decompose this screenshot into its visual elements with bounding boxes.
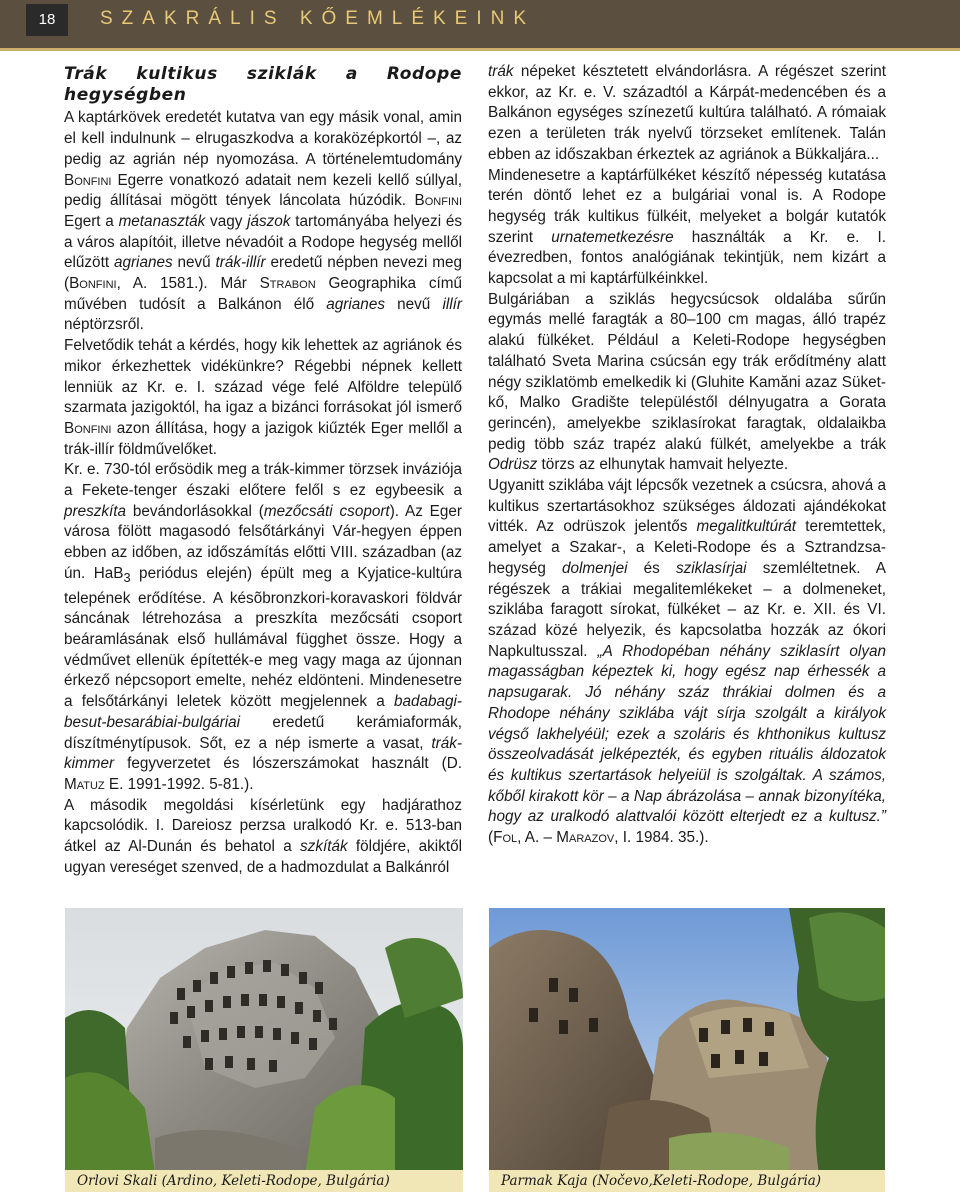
article-heading: Trák kultikus sziklák a Rodope hegységben (64, 64, 462, 105)
photo-parmak-kaja (489, 908, 885, 1174)
photo-orlovi-skali (65, 908, 463, 1174)
paragraph: Ugyanitt sziklába vájt lépcsők vezetnek a csúcsra, ahová a kultikus szertartásokhoz szükséges áldozati ajándékokat vitték. Az odrüszok jelentős megalitkultúrát teremtettek, amelyet a Szakar-, a Keleti-Rodope és a Sztrandzsa-hegység dolmenjei és sziklasírjai szemléltetnek. A régészek a trákiai megalitemlékeket – a dolmeneket, sziklába faragott sírokat, fülkéket – az Kr. e. XII. és VI. század közé helyezik, és kapcsolatba hozzák az ókori Napkultusszal. „A Rhodopéban néhány sziklasírt olyan magasságban képeztek ki, hogy egész nap érhessék a napsugarak. Jó néhány száz thrákiai dolmen és a Rhodope néhány sziklába vájt sírja szolgált a királyok végső lakhelyéül; ezek a szoláris és khthonikus kultusz összeolvadását jelképezték, és egyben rituális áldozatok és kultikus szertartások helyeiül is szolgáltak. A számos, kőből kirakott kör – a Nap ábrázolása – annak bizonyítéka, hogy az uralkodó alattvalói között elterjedt ez a kultusz.” (Fol, A. – Marazov, I. 1984. 35.). (488, 477, 886, 847)
page-header (0, 0, 960, 48)
left-column (64, 64, 462, 878)
paragraph: Mindenesetre a kaptárfülkéket készítő népesség kutatása terén döntő lehet ez a bulgáriai vonal is. A Rodope hegység trák kultikus fülkéit, melyeket a bolgár kutatók szerint urnatemetkezésre használták a Kr. e. I. évezredben, fontos analógiának tekintjük, nem kizárt a kapcsolat a mi kaptárfülkéinkkel. (488, 166, 886, 288)
paragraph: A második megoldási kísérletünk egy hadjárathoz kapcsolódik. I. Dareiosz perzsa uralkodó Kr. e. 513-ban átkel az Al-Dunán és behatol a szkíták földjére, akiktől ugyan vereséget szenved, de a hadmozdulat a Balkánról (64, 796, 462, 876)
photo-caption-left: Orlovi Skali (Ardino, Keleti-Rodope, Bulgária) (65, 1170, 463, 1192)
left-column-body (64, 108, 462, 878)
header-rule (0, 48, 960, 51)
paragraph: Kr. e. 730-tól erősödik meg a trák-kimmer törzsek inváziója a Fekete-tenger északi előtere felől s ez egybeesik a preszkíta bevándorlásokkal (mezőcsáti csoport). Az Eger városa fölött magasodó felsőtárkányi Vár-hegyen éppen ebben az időben, az időszámítás előtti VIII. században (az ún. HaB$_3$ periódus elején) épült meg a Kyjatice-kultúra telepének erődítése. A késõbronzkori-koravaskori földvár sáncának létrehozása a preszkíta mezőcsáti csoport beáramlásának első hullámával függhet össze. Hogy a védművet ellenük építették-e meg vagy maga az újonnan érkező népcsoport emelte, nehéz eldönteni. Mindenesetre a felsőtárkányi leletek között megjelennek a badabagi-besut-besarábiai-bulgáriai eredetű kerámiaformák, díszítménytípusok. Sőt, ez a nép ismerte a vasat, trák-kimmer fegyverzetet és lószerszámokat használt (D. Matuz E. 1991-1992. 5-81.). (64, 461, 462, 793)
right-column-body (488, 62, 886, 849)
paragraph: trák népeket késztetett elvándorlásra. A régészet szerint ekkor, az Kr. e. V. századtól a Kárpát-medencében és a Balkánon egységes színezetű kultúra található. A rómaiak ezen a területen trák nyelvű törzseket említenek. Talán ebben az időszakban érkeztek az agriánok a Bükkaljára... (488, 63, 886, 163)
section-title: SZAKRÁLIS KŐEMLÉKEINK (100, 8, 536, 29)
page-number: 18 (26, 4, 68, 36)
paragraph: Bulgáriában a sziklás hegycsúcsok oldalába sűrűn egymás mellé faragták a 80–100 cm magas, álló trapéz alakú fülkéket. Például a Keleti-Rodope hegységben található Sveta Marina csúcsán egy trák erődítmény alatt négy sziklatömb emelkedik ki (Gluhite Kamăni azaz Süket-kő, Malko Gradište településtől délnyugatra a Gorata gerincén), amelyekbe sziklasírokat faragtak, oldalaikba pedig több száz trapéz alakú fülkét, amelyekbe a trák Odrüsz törzs az elhunytak hamvait helyezte. (488, 290, 886, 474)
paragraph: A kaptárkövek eredetét kutatva van egy másik vonal, amin el kell indulnunk – elrugaszkodva a koraközépkortól –, az pedig az agrián nép nyomozása. A történelemtudomány Bonfini Egerre vonatkozó adatait nem kezeli kellő súllyal, pedig állításai mögött tények láncolata húzódik. Bonfini Egert a metanaszták vagy jászok tartományába helyezi és a város alapítóit, illetve névadóit a Rodope hegység mellől elűzött agrianes nevű trák-illír eredetű népben nevezi meg (Bonfini, A. 1581.). Már Strabon Geographika című művében tudósít a Balkánon élő agrianes nevű illír néptörzsről. (64, 109, 463, 334)
photo-caption-right: Parmak Kaja (Nočevo,Keleti-Rodope, Bulgária) (489, 1170, 885, 1192)
paragraph: Felvetődik tehát a kérdés, hogy kik lehettek az agriánok és mikor érkezhettek vidékünkre? Régebbi népnek kellett lenniük az Kr. e. I. század vége felé Alföldre települő szarmata jazigoktól, ha igaz a bizánci forrásokat jól ismerő Bonfini azon állítása, hogy a jazigok kiűzték Eger mellől a trák-illír földművelőket. (64, 337, 462, 458)
right-column (488, 62, 886, 849)
